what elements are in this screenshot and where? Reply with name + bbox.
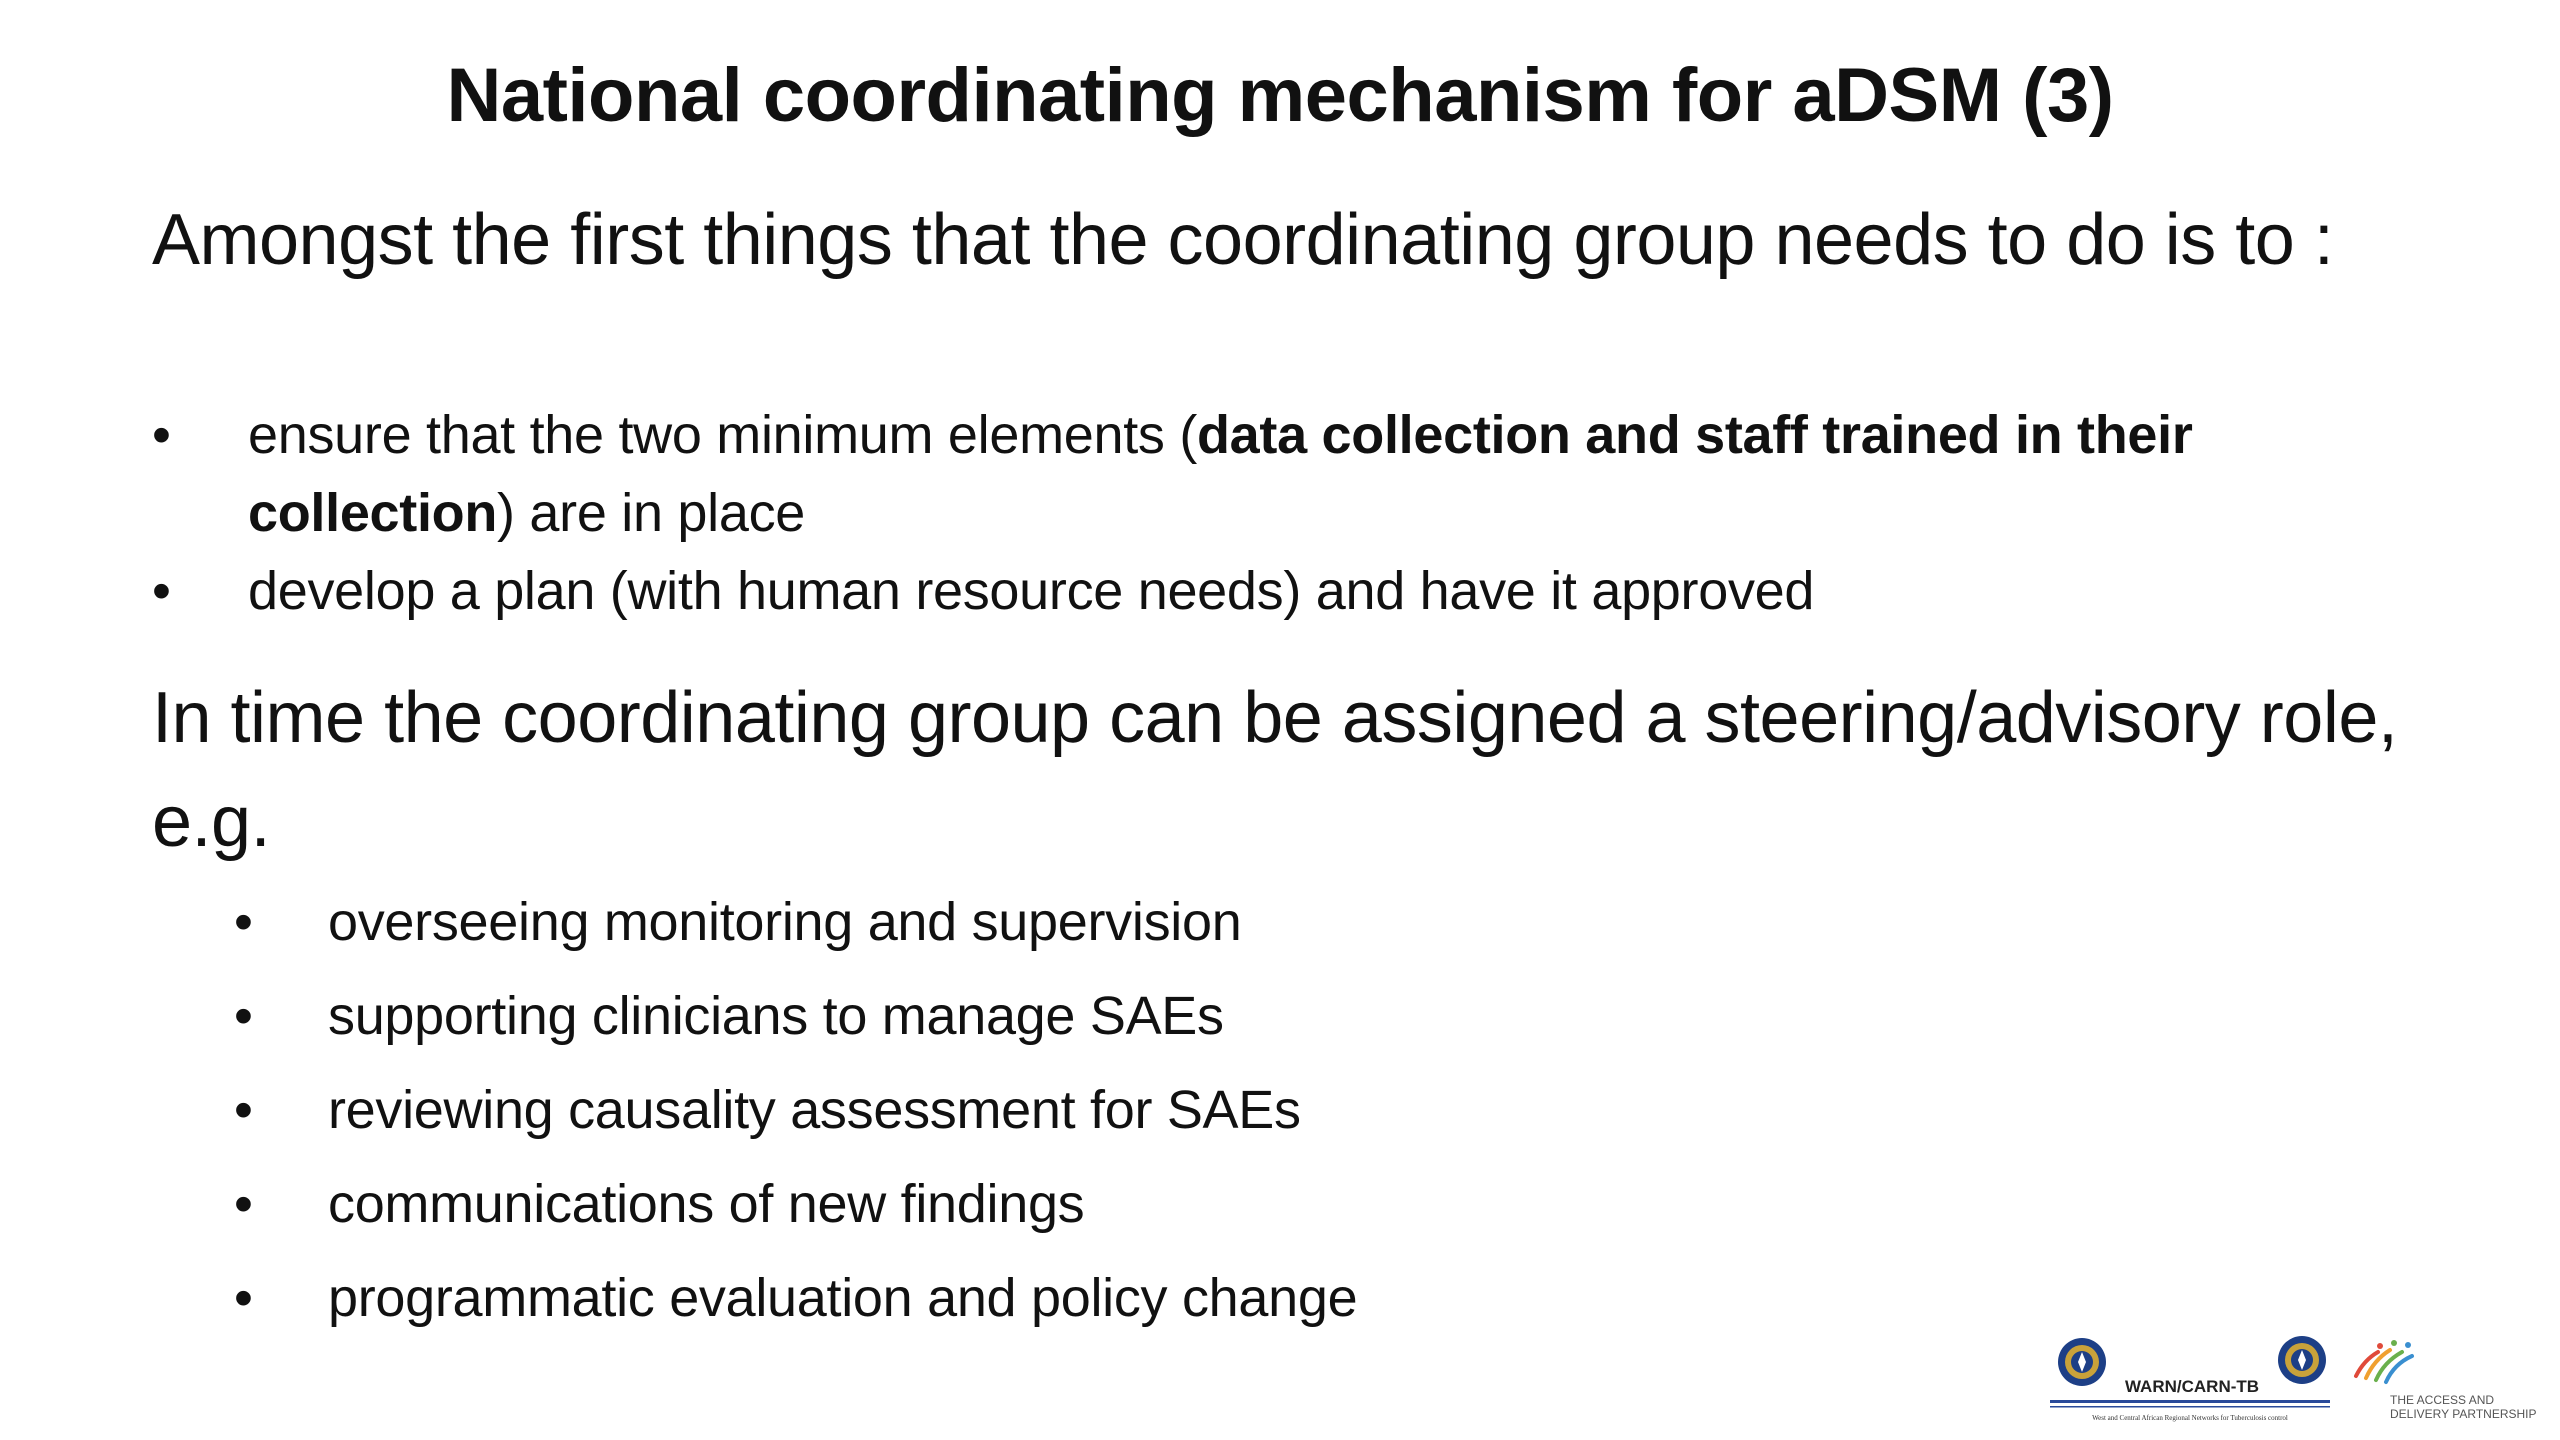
emblem-left-icon xyxy=(2058,1338,2106,1386)
bullet-icon: • xyxy=(152,405,171,465)
first-bullet-list xyxy=(152,396,2422,630)
adp-logo xyxy=(2356,1340,2537,1421)
adp-logo-line2: DELIVERY PARTNERSHIP xyxy=(2390,1407,2537,1421)
bullet-icon: • xyxy=(234,892,253,952)
partner-logos xyxy=(2050,1330,2550,1430)
bullet-icon: • xyxy=(234,1080,253,1140)
list-item-text: overseeing monitoring and supervision xyxy=(328,892,1242,952)
list-item-text: supporting clinicians to manage SAEs xyxy=(328,986,1224,1046)
list-item-text-end: ) are in place xyxy=(497,483,806,543)
list-item-text: develop a plan (with human resource needs) and have it approved xyxy=(248,561,1815,621)
list-item xyxy=(152,396,2422,552)
list-item-text-start: ensure that the two minimum elements ( xyxy=(248,405,1197,465)
bullet-icon: • xyxy=(234,1174,253,1234)
emblem-right-icon xyxy=(2278,1336,2326,1384)
warn-carn-tb-logo xyxy=(2050,1336,2330,1422)
slide-title: National coordinating mechanism for aDSM (3) xyxy=(446,53,2114,138)
bullet-icon: • xyxy=(152,561,171,621)
bullet-icon: • xyxy=(234,1268,253,1328)
list-item-text: reviewing causality assessment for SAEs xyxy=(328,1080,1301,1140)
adp-logo-line1: THE ACCESS AND xyxy=(2390,1393,2495,1407)
warn-logo-subtext: West and Central African Regional Networks for Tuberculosis control xyxy=(2092,1414,2288,1422)
list-item xyxy=(234,1157,2034,1251)
intro-paragraph: Amongst the first things that the coordinating group needs to do is to : xyxy=(152,200,2334,280)
second-bullet-list xyxy=(234,875,2034,1345)
list-item xyxy=(234,1063,2034,1157)
list-item xyxy=(234,875,2034,969)
partner-logos-svg xyxy=(2050,1330,2550,1430)
list-item xyxy=(234,969,2034,1063)
adp-arcs-icon xyxy=(2356,1340,2412,1382)
list-item-bold-text: data collection and staff trained in their collection xyxy=(248,405,2193,543)
list-item xyxy=(234,1251,2034,1345)
list-item-text: communications of new findings xyxy=(328,1174,1085,1234)
logo-rule-thin xyxy=(2050,1406,2330,1408)
second-paragraph: In time the coordinating group can be assigned a steering/advisory role, e.g. xyxy=(152,678,2398,862)
list-item-text: programmatic evaluation and policy change xyxy=(328,1268,1358,1328)
bullet-icon: • xyxy=(234,986,253,1046)
warn-logo-text: WARN/CARN-TB xyxy=(2124,1377,2260,1396)
logo-rule xyxy=(2050,1400,2330,1403)
list-item xyxy=(152,552,2422,630)
